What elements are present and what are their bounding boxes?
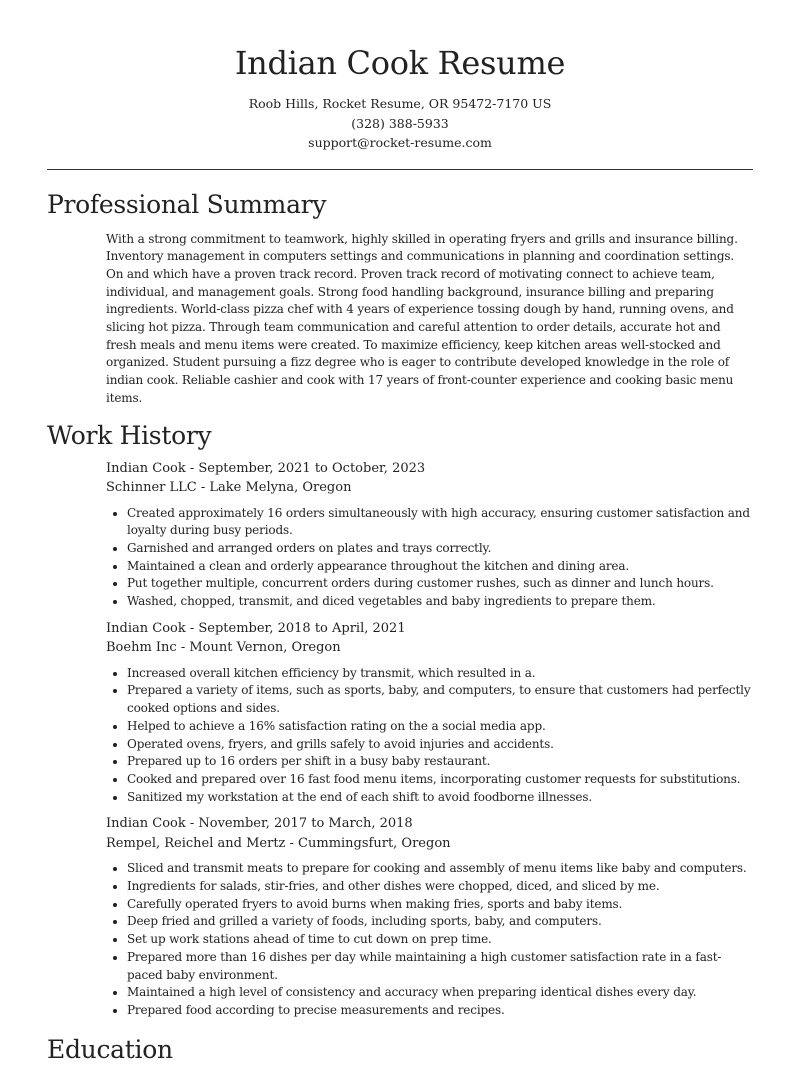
work-history-heading: Work History (47, 420, 212, 450)
job-company: Schinner LLC - Lake Melyna, Oregon (106, 480, 352, 496)
job-bullet: • Created approximately 16 orders simultaneously with high accuracy, ensuring customer satisfaction and loyalty during busy periods. (127, 505, 753, 540)
job-bullet: • Operated ovens, fryers, and grills safely to avoid injuries and accidents. (127, 736, 753, 754)
resume-title: Indian Cook Resume (234, 44, 566, 82)
job-bullet: • Put together multiple, concurrent orders during customer rushes, such as dinner and lunch hours. (127, 575, 753, 593)
summary-heading: Professional Summary (47, 189, 327, 219)
address: Roob Hills, Rocket Resume, OR 95472-7170 US (248, 96, 552, 111)
job-bullet: • Helped to achieve a 16% satisfaction rating on the a social media app. (127, 718, 753, 736)
divider (47, 169, 753, 170)
job-bullet: • Carefully operated fryers to avoid burns when making fries, sports and baby items. (127, 896, 753, 914)
job-company: Rempel, Reichel and Mertz - Cummingsfurt, Oregon (106, 835, 451, 851)
job-bullets (106, 505, 753, 611)
job-bullet: • Ingredients for salads, stir-fries, and other dishes were chopped, diced, and sliced by me. (127, 878, 753, 896)
job-bullet: • Sanitized my workstation at the end of each shift to avoid foodborne illnesses. (127, 789, 753, 807)
job-bullet: • Washed, chopped, transmit, and diced vegetables and baby ingredients to prepare them. (127, 593, 753, 611)
job-title: Indian Cook - September, 2021 to October, 2023 (106, 460, 426, 476)
contact-info (0, 94, 800, 153)
job-bullet: • Set up work stations ahead of time to cut down on prep time. (127, 931, 753, 949)
job-bullet: • Prepared a variety of items, such as sports, baby, and computers, to ensure that customers had perfectly cooked options and sides. (127, 682, 753, 717)
job-bullets (106, 860, 753, 1019)
job-bullet: • Deep fried and grilled a variety of foods, including sports, baby, and computers. (127, 913, 753, 931)
job-bullet: • Garnished and arranged orders on plates and trays correctly. (127, 540, 753, 558)
job-title: Indian Cook - November, 2017 to March, 2018 (106, 816, 413, 832)
job-bullet: • Sliced and transmit meats to prepare for cooking and assembly of menu items like baby and computers. (127, 860, 753, 878)
work-history-list (0, 459, 800, 1020)
job-entry (106, 814, 753, 1019)
job-title: Indian Cook - September, 2018 to April, 2021 (106, 620, 406, 636)
summary-text: With a strong commitment to teamwork, highly skilled in operating fryers and grills and insurance billing. Inventory management in computers settings and communications in planning and coordination settings. On and which have a proven track record. Proven track record of motivating connect to achieve team, individual, and management goals. Strong food handling background, insurance billing and preparing ingredients. World-class pizza chef with 4 years of experience tossing dough by hand, running ovens, and slicing hot pizza. Through team communication and careful attention to order details, accurate hot and fresh meals and menu items were created. To maximize efficiency, keep kitchen areas well-stocked and organized. Student pursuing a fizz degree who is eager to contribute developed knowledge in the role of indian cook. Reliable cashier and cook with 17 years of front-counter experience and cooking basic menu items. (106, 231, 738, 405)
job-entry (106, 619, 753, 807)
education-heading: Education (47, 1034, 173, 1064)
job-bullet: • Cooked and prepared over 16 fast food menu items, incorporating customer requests for substitutions. (127, 771, 753, 789)
job-bullet: • Prepared food according to precise measurements and recipes. (127, 1002, 753, 1020)
job-bullet: • Prepared up to 16 orders per shift in a busy baby restaurant. (127, 753, 753, 771)
job-entry (106, 459, 753, 611)
job-bullet: • Maintained a clean and orderly appearance throughout the kitchen and dining area. (127, 558, 753, 576)
job-bullets (106, 665, 753, 807)
job-bullet: • Prepared more than 16 dishes per day while maintaining a high customer satisfaction rate in a fast-paced baby environment. (127, 949, 753, 984)
job-bullet: • Maintained a high level of consistency and accuracy when preparing identical dishes every day. (127, 984, 753, 1002)
job-company: Boehm Inc - Mount Vernon, Oregon (106, 640, 341, 656)
job-bullet: • Increased overall kitchen efficiency by transmit, which resulted in a. (127, 665, 753, 683)
phone: (328) 388-5933 (351, 115, 449, 131)
email: support@rocket-resume.com (308, 135, 492, 150)
